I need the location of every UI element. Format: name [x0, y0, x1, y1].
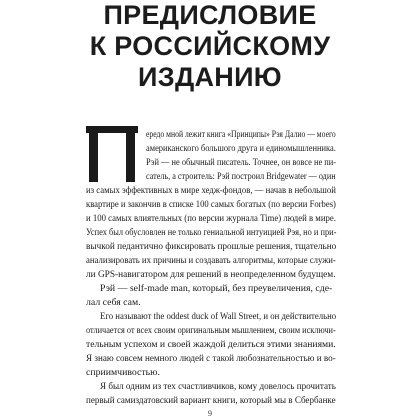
text-line: вычкой педантично фиксировать прошлые решения, тщательно [86, 241, 337, 252]
text-line: лал себя сам. [86, 297, 141, 308]
text-line: квартире и закончив в списке 100 самых богатых (по версии Forbes) [86, 199, 336, 210]
text-line: Я был одним из тех счастливчиков, кому довелось прочитать [100, 381, 336, 392]
chapter-title-line-3: ИЗДАНИЮ [138, 62, 282, 92]
chapter-title-line-2: К РОССИЙСКОМУ [89, 31, 331, 61]
text-line: ередо мной лежит книга «Принципы» Рэя Далио — моего [146, 129, 336, 140]
text-line: и 100 самых влиятельных (по версии журнала Time) людей в мире. [86, 213, 336, 224]
text-line: Рэй — не обычный писатель. Точнее, он вовсе не пи- [146, 157, 337, 168]
chapter-title-line-1: ПРЕДИСЛОВИЕ [103, 0, 317, 30]
text-line: Его называют the oddest duck of Wall Street, и он действительно [100, 311, 337, 322]
page-number: 9 [208, 409, 212, 418]
text-line: американского большого друга и единомышленника. [146, 143, 336, 154]
text-line: сприимчивостью. [86, 367, 160, 378]
text-line: ли GPS-навигатором для решений в неопределенном будущем. [86, 269, 336, 280]
text-line: из самых эффективных в мире хедж-фондов, — начав в небольшой [86, 185, 336, 196]
text-line: отличается от всех своим оригинальным мышлением, своим исключи- [86, 325, 336, 336]
text-line: сатель, а строитель: Рэй построил Bridgewater — один [146, 171, 336, 182]
text-line: Я знаю совсем немного людей с такой любознательностью и во- [86, 353, 336, 364]
text-line: Успех был обусловлен не только гениальной интуицией Рэя, но и при- [86, 227, 337, 238]
text-line: тельным успехом и своей жаждой делиться этими знаниями. [86, 339, 336, 350]
text-line: анализировать их причины и создавать алгоритмы, которые служи- [86, 255, 336, 266]
text-line: Рэй — self-made man, который, без преувеличения, сде- [100, 283, 333, 294]
text-line: первый самиздатовский вариант книги, который мы в Сбербанке [86, 395, 336, 406]
